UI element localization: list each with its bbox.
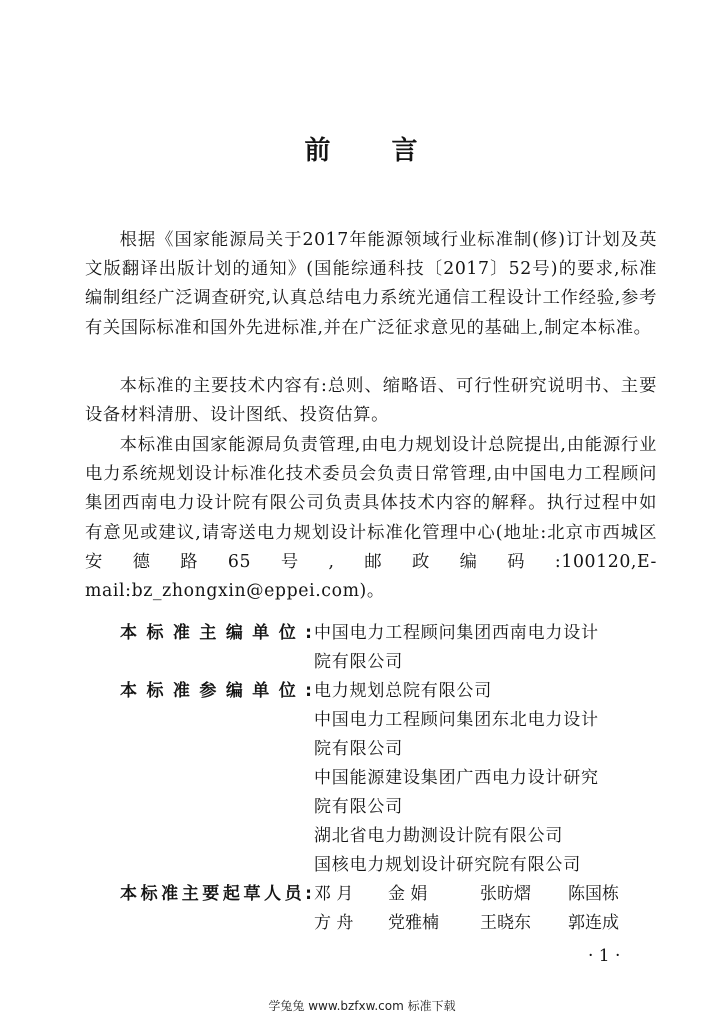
- chief-unit-line: 院有限公司: [314, 652, 403, 672]
- participating-unit-line: 电力规划总院有限公司: [314, 681, 492, 701]
- preface-paragraph-2: 本标准的主要技术内容有:总则、缩略语、可行性研究说明书、主要设备材料清册、设计图纸、投资估算。: [85, 376, 657, 426]
- participating-unit-line: 中国能源建设集团广西电力设计研究: [314, 768, 599, 788]
- chief-unit-row: [120, 619, 680, 677]
- participating-units-row: [120, 677, 680, 880]
- drafter-name: 邓 月: [314, 884, 354, 904]
- drafters-row: [120, 880, 680, 938]
- chief-unit-value: [314, 619, 680, 677]
- preface-paragraph-3: 本标准由国家能源局负责管理,由电力规划设计总院提出,由能源行业电力系统规划设计标准化技术委员会负责日常管理,由中国电力工程顾问集团西南电力设计院有限公司负责具体技术内容的解释。执行过程中如有意见或建议,请寄送电力规划设计标准化管理中心(地址:北京市西城区安德路65号,邮政编码:100120,E-mail:bz_zhongxin@eppei.com)。: [85, 435, 657, 602]
- drafter-name: 陈国栋: [568, 884, 619, 904]
- drafter-name: 张昉熠: [480, 884, 531, 904]
- participating-units-value: [314, 677, 680, 880]
- preface-paragraph-1: 根据《国家能源局关于2017年能源领域行业标准制(修)订计划及英文版翻译出版计划的通知》(国能综通科技〔2017〕52号)的要求,标准编制组经广泛调查研究,认真总结电力系统光通信工程设计工作经验,参考有关国际标准和国外先进标准,并在广泛征求意见的基础上,制定本标准。: [85, 230, 657, 338]
- page-title: 前 言: [304, 136, 420, 166]
- drafters-names: [314, 880, 680, 938]
- drafter-name: 方 舟: [314, 913, 354, 933]
- chief-unit-label: 本标准主编单位:: [120, 623, 312, 643]
- chief-unit-line: 中国电力工程顾问集团西南电力设计: [314, 623, 599, 643]
- drafter-name: 郭连成: [568, 913, 619, 933]
- drafter-name: 党雅楠: [388, 913, 439, 933]
- participating-unit-line: 院有限公司: [314, 797, 403, 817]
- drafter-name: 金 娟: [388, 884, 428, 904]
- units-section: [120, 619, 680, 938]
- page-number: · 1 ·: [588, 946, 621, 966]
- watermark-footer: 学兔兔 www.bzfxw.com 标准下载: [268, 999, 456, 1013]
- participating-units-label: 本标准参编单位:: [120, 681, 312, 701]
- drafter-name: 王晓东: [480, 913, 531, 933]
- participating-unit-line: 国核电力规划设计研究院有限公司: [314, 855, 581, 875]
- participating-unit-line: 湖北省电力勘测设计院有限公司: [314, 826, 564, 846]
- participating-unit-line: 院有限公司: [314, 739, 403, 759]
- drafters-label: 本标准主要起草人员:: [120, 884, 312, 904]
- participating-unit-line: 中国电力工程顾问集团东北电力设计: [314, 710, 599, 730]
